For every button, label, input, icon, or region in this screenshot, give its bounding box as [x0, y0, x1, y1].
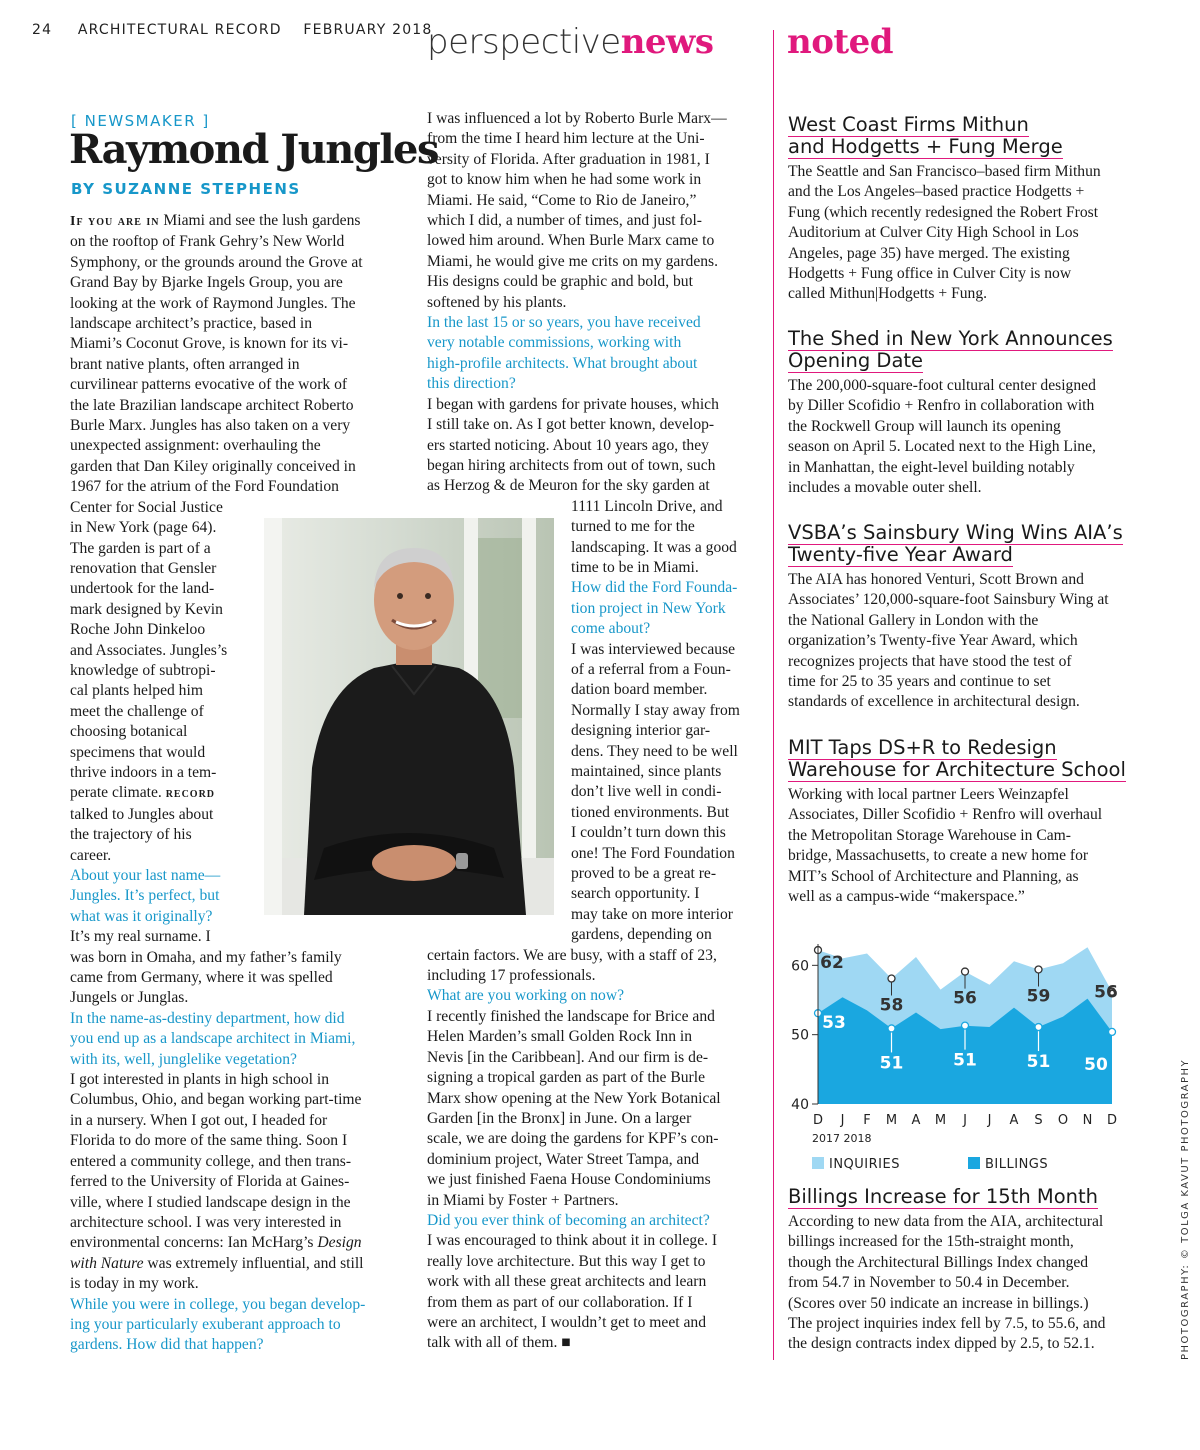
text-line: season on April 5. Located next to the High Line,	[788, 438, 1096, 456]
text-line: Grand Bay by Bjarke Ingels Group, you are	[70, 274, 343, 292]
noted-body	[788, 570, 1140, 713]
question-line: How did the Ford Founda-	[571, 579, 738, 597]
text-line: Jungels or Junglas.	[70, 989, 189, 1007]
headline-text: VSBA’s Sainsbury Wing Wins AIA’s	[788, 521, 1123, 544]
text-line: MIT’s School of Architecture and Planning, as	[788, 867, 1079, 885]
headline-text: Warehouse for Architecture School	[788, 758, 1126, 781]
y-tick-label: 60	[791, 958, 809, 975]
text-line: 1111 Lincoln Drive, and	[571, 497, 723, 515]
text-line: the late Brazilian landscape architect Roberto	[70, 396, 354, 414]
noted-headline	[788, 1186, 1138, 1208]
text-line: tioned environments. But	[571, 803, 730, 821]
noted-body	[788, 376, 1140, 498]
data-label: 51	[879, 1053, 904, 1074]
text-line: Roche John Dinkeloo	[70, 621, 206, 639]
text-line: I was interviewed because	[571, 640, 736, 658]
headline-text: The Shed in New York Announces	[788, 327, 1113, 350]
text-line: bridge, Massachusetts, to create a new home for	[788, 847, 1089, 865]
billings-chart	[782, 940, 1132, 1170]
headline-text: West Coast Firms Mithun	[788, 113, 1029, 136]
text-line: Burle Marx. Jungles has also taken on a very	[70, 417, 351, 435]
x-tick-label: N	[1082, 1113, 1093, 1128]
book-title: with Nature	[70, 1254, 144, 1272]
text-line: renovation that Gensler	[70, 559, 217, 577]
question-line: come about?	[571, 620, 651, 638]
text-line: began hiring architects from out of town, such	[427, 456, 716, 474]
article-title: Raymond Jungles	[69, 126, 439, 173]
text-line: I was encouraged to think about it in college. I	[427, 1232, 718, 1250]
noted-body	[788, 1212, 1140, 1355]
text-line: entered a community college, and then trans-	[70, 1152, 352, 1170]
year-label: 2017 2018	[812, 1132, 872, 1145]
question-line: About your last name—	[70, 867, 221, 884]
text-line: Normally I stay away from	[571, 701, 740, 719]
question-line: gardens. How did that happen?	[70, 1336, 264, 1354]
text-line: curvilinear patterns evocative of the work of	[70, 376, 348, 394]
text-line: dominium project, Water Street Tampa, and	[427, 1150, 700, 1168]
text-line: According to new data from the AIA, architectural	[788, 1213, 1104, 1230]
text-line: by Diller Scofidio + Renfro in collaboration with	[788, 397, 1095, 415]
text-line: Angeles, page 35) have merged. The existing	[788, 244, 1070, 262]
text-block	[70, 232, 410, 497]
text-line: was born in Omaha, and my father’s family	[70, 948, 342, 966]
text-line: lowed him around. When Burle Marx came to	[427, 232, 715, 250]
question-line: very notable commissions, working with	[427, 334, 682, 352]
text-line: Florida to do more of the same thing. Soon I	[70, 1132, 348, 1150]
text-line: Working with local partner Leers Weinzapfel	[788, 786, 1069, 803]
text-line: I recently finished the landscape for Brice and	[427, 1007, 715, 1025]
question-line: What are you working on now?	[427, 987, 625, 1005]
question-line: tion project in New York	[571, 599, 726, 617]
text-line: Miami and see the lush gardens	[163, 212, 361, 229]
text-line: Auditorium at Culver City High School in Los	[788, 224, 1079, 242]
text-line: of a referral from a Foun-	[571, 660, 731, 678]
x-tick-label: J	[963, 1113, 967, 1128]
text-line: in a nursery. When I got out, I headed for	[70, 1111, 328, 1129]
issue-date: FEBRUARY 2018	[303, 22, 433, 38]
text-line: from the time I heard him lecture at the Uni-	[427, 130, 705, 148]
text-line: Miami, he would give me crits on my gardens.	[427, 252, 719, 270]
text-line: turned to me for the	[571, 518, 695, 536]
legend-swatch-billings	[968, 1157, 980, 1169]
text-line: came from Germany, where it was spelled	[70, 969, 333, 987]
text-line: though the Architectural Billings Index changed	[788, 1253, 1089, 1271]
text-line	[70, 1233, 410, 1253]
text-line: don’t live well in condi-	[571, 783, 722, 801]
data-label: 58	[879, 995, 904, 1016]
text-line: as Herzog & de Meuron for the sky garden at	[427, 477, 710, 495]
text-line: specimens that would	[70, 743, 206, 761]
text-line: The project inquiries index fell by 7.5, to 55.6, and	[788, 1315, 1106, 1333]
text-line: time to be in Miami.	[571, 558, 699, 576]
text-line: landscaping. It was a good	[571, 538, 737, 556]
text-line: Garden [in the Bronx] in June. On a larger	[427, 1109, 692, 1127]
headline-text: and Hodgetts + Fung Merge	[788, 135, 1063, 158]
section-title	[427, 22, 713, 62]
text-line: the design contracts index dipped by 2.5, to 52.1.	[788, 1335, 1095, 1353]
noted-body	[788, 785, 1140, 907]
text-line: which I did, a number of times, and just fol-	[427, 212, 702, 230]
x-tick-label: J	[840, 1113, 845, 1128]
text-block-narrow	[427, 497, 767, 946]
headline-line	[788, 759, 1138, 781]
text-line: architecture school. I was very interested in	[70, 1213, 342, 1231]
x-tick-label: S	[1034, 1113, 1043, 1128]
text-span: environmental concerns: Ian McHarg’s	[70, 1234, 314, 1252]
text-line: proved to be a great re-	[571, 865, 717, 883]
text-line: designing interior gar-	[571, 722, 711, 740]
x-tick-label: M	[885, 1113, 898, 1128]
legend-label-inquiries: INQUIRIES	[829, 1157, 900, 1170]
text-line: Columbus, Ohio, and began working part-time	[70, 1091, 362, 1109]
text-line: organization’s Twenty-five Year Award, which	[788, 632, 1078, 650]
data-point-marker	[962, 968, 969, 975]
text-line: certain factors. We are busy, with a staff of 23,	[427, 946, 717, 964]
text-line: in Miami by Foster + Partners.	[427, 1191, 619, 1209]
text-line: the Rockwell Group will launch its opening	[788, 417, 1061, 435]
data-label: 51	[1026, 1052, 1051, 1073]
headline-text: Twenty-five Year Award	[788, 543, 1013, 566]
question-line: Did you ever think of becoming an architect?	[427, 1211, 710, 1229]
question-line: ing your particularly exuberant approach to	[70, 1315, 341, 1333]
text-line: Marx show opening at the New York Botanical	[427, 1089, 721, 1107]
x-tick-label: M	[934, 1113, 947, 1128]
question-line: with its, well, junglelike vegetation?	[70, 1050, 297, 1068]
y-tick-label: 40	[791, 1097, 809, 1113]
text-line: Fung (which recently redesigned the Robert Frost	[788, 203, 1099, 221]
text-line: unexpected assignment: overhauling the	[70, 437, 321, 455]
question-line: high-profile architects. What brought about	[427, 354, 698, 372]
text-line: career.	[70, 846, 112, 864]
text-line: Miami. He said, “Come to Rio de Janeiro,”	[427, 191, 697, 209]
x-tick-label: A	[911, 1113, 921, 1128]
paragraph	[70, 211, 410, 232]
data-label: 53	[822, 1013, 846, 1034]
text-span: was extremely influential, and still	[143, 1254, 364, 1272]
data-label: 56	[1094, 982, 1118, 1003]
data-label: 62	[820, 953, 844, 974]
text-line: the trajectory of his	[70, 826, 192, 844]
text-line: time for 25 to 35 years and continue to set	[788, 673, 1051, 691]
text-line: and the Los Angeles–based practice Hodgetts +	[788, 183, 1085, 201]
text-line: Center for Social Justice	[70, 498, 223, 516]
text-line: signing a tropical garden as part of the Burle	[427, 1069, 705, 1087]
text-line: thrive indoors in a tem-	[70, 763, 217, 781]
text-line: ferred to the University of Florida at Gaines-	[70, 1173, 350, 1191]
noted-body	[788, 162, 1140, 305]
y-tick-label: 50	[791, 1027, 809, 1044]
data-point-marker	[1035, 966, 1042, 973]
text-line: got to know him when he had some work in	[427, 171, 702, 189]
question-line: Jungles. It’s perfect, but	[70, 887, 220, 905]
article-kicker: [ NEWSMAKER ]	[71, 112, 210, 130]
text-line: really love architecture. But this way I get to	[427, 1252, 706, 1270]
headline-text: Opening Date	[788, 349, 924, 372]
text-line: Hodgetts + Fung office in Culver City is now	[788, 265, 1072, 283]
data-point-marker	[1109, 1028, 1116, 1035]
data-label: 51	[953, 1050, 977, 1071]
text-line: Associates, Diller Scofidio + Renfro will overhaul	[788, 806, 1103, 824]
text-line: in Manhattan, the eight-level building notably	[788, 458, 1075, 476]
text-line: versity of Florida. After graduation in 1981, I	[427, 150, 710, 168]
chart-legend	[812, 1157, 1048, 1170]
data-label: 50	[1084, 1054, 1108, 1075]
headline-text: Billings Increase for 15th Month	[788, 1185, 1099, 1208]
text-line: and Associates. Jungles’s	[70, 641, 228, 659]
text-line: landscape architect’s practice, based in	[70, 315, 313, 333]
record-caps: record	[165, 786, 216, 802]
text-line: includes a movable outer shell.	[788, 479, 982, 497]
x-tick-label: F	[863, 1113, 871, 1128]
data-point-marker	[888, 1025, 895, 1032]
lead-in: If you are in	[70, 214, 160, 229]
text-line: one! The Ford Foundation	[571, 844, 735, 862]
text-span: perate climate.	[70, 784, 162, 802]
legend-label-billings: BILLINGS	[985, 1157, 1049, 1170]
text-line: 1967 for the atrium of the Ford Foundation	[70, 478, 339, 496]
text-line: we just finished Faena House Condominiums	[427, 1171, 711, 1189]
text-line: The 200,000-square-foot cultural center designed	[788, 377, 1096, 394]
text-line: Symphony, or the grounds around the Grove at	[70, 253, 363, 271]
x-tick-label: D	[812, 1113, 824, 1128]
running-header	[32, 22, 433, 38]
question-line: In the name-as-destiny department, how did	[70, 1009, 345, 1027]
section-title-light: perspective	[427, 22, 621, 62]
headline-line	[788, 522, 1138, 544]
text-line: I couldn’t turn down this	[571, 824, 726, 842]
text-line: from them as part of our collaboration. If I	[427, 1293, 693, 1311]
text-line: is today in my work.	[70, 1275, 199, 1293]
text-line: I still take on. As I got better known, develop-	[427, 416, 715, 434]
noted-headline	[788, 114, 1138, 158]
headline-line	[788, 737, 1138, 759]
text-line: The Seattle and San Francisco–based firm Mithun	[788, 163, 1101, 180]
section-title-bold: news	[620, 22, 714, 62]
text-line	[70, 1254, 410, 1274]
text-line: The garden is part of a	[70, 539, 211, 557]
text-line: maintained, since plants	[571, 763, 722, 780]
data-label: 59	[1026, 986, 1051, 1007]
text-line: I began with gardens for private houses, which	[427, 395, 719, 413]
text-line: cal plants helped him	[70, 682, 203, 700]
text-line: from 54.7 in November to 50.4 in December.	[788, 1274, 1070, 1292]
text-line: search opportunity. I	[571, 885, 700, 903]
headline-line	[788, 544, 1138, 566]
text-line: gardens, depending on	[571, 926, 712, 944]
text-line: scale, we are doing the gardens for KPF’s con-	[427, 1130, 719, 1148]
text-line: I got interested in plants in high school in	[70, 1071, 329, 1089]
page-number: 24	[32, 22, 53, 38]
noted-headline	[788, 737, 1138, 781]
data-point-marker	[962, 1022, 969, 1029]
text-line: standards of excellence in architectural design.	[788, 693, 1080, 711]
text-line: including 17 professionals.	[427, 967, 596, 985]
headline-text: MIT Taps DS+R to Redesign	[788, 736, 1057, 759]
text-line: were an architect, I wouldn’t get to meet and	[427, 1313, 706, 1331]
text-line: well as a campus-wide “makerspace.”	[788, 888, 1025, 906]
headline-line	[788, 136, 1138, 158]
text-line: dation board member.	[571, 681, 708, 699]
text-line: the National Gallery in London with the	[788, 611, 1039, 629]
column-divider	[773, 30, 774, 1360]
text-line: in New York (page 64).	[70, 519, 217, 537]
publication-name: ARCHITECTURAL RECORD	[77, 22, 282, 38]
text-line: recognizes projects that have stood the test of	[788, 652, 1072, 670]
headline-line	[788, 1186, 1138, 1208]
article-column-2	[427, 109, 767, 1354]
noted-headline	[788, 328, 1138, 372]
legend-swatch-inquiries	[812, 1157, 824, 1169]
x-tick-label: J	[987, 1113, 992, 1128]
text-line: brant native plants, often arranged in	[70, 355, 300, 373]
text-line: Nevis [in the Caribbean]. And our firm is de-	[427, 1048, 709, 1066]
text-line: Helen Marden’s small Golden Rock Inn in	[427, 1028, 693, 1046]
text-line: Associates’ 120,000-square-foot Sainsbury Wing at	[788, 591, 1109, 609]
question-line: you end up as a landscape architect in Miami,	[70, 1030, 356, 1048]
text-line: may take on more interior	[571, 905, 733, 923]
text-line: ers started noticing. About 10 years ago, they	[427, 436, 709, 454]
text-line: It’s my real surname. I	[70, 928, 211, 946]
text-line: choosing botanical	[70, 723, 188, 741]
headline-line	[788, 328, 1138, 350]
text-line: looking at the work of Raymond Jungles. The	[70, 294, 356, 312]
question-line: this direction?	[427, 375, 516, 393]
text-line: mark designed by Kevin	[70, 600, 223, 618]
text-line: dens. They need to be well	[571, 742, 738, 760]
noted-headline	[788, 522, 1138, 566]
data-label: 56	[953, 988, 977, 1009]
text-line: billings increased for the 15th-straight month,	[788, 1233, 1074, 1251]
text-line: (Scores over 50 indicate an increase in billings.)	[788, 1294, 1089, 1312]
text-line: the Metropolitan Storage Warehouse in Cam-	[788, 826, 1071, 844]
text-line: on the rooftop of Frank Gehry’s New World	[70, 233, 345, 251]
question-line: While you were in college, you began develop-	[70, 1295, 366, 1313]
text-line: I was influenced a lot by Roberto Burle Marx—	[427, 110, 727, 127]
headline-line	[788, 350, 1138, 372]
text-line: talked to Jungles about	[70, 805, 214, 823]
text-line: ville, where I studied landscape design in the	[70, 1193, 351, 1211]
text-line: knowledge of subtropi-	[70, 661, 216, 679]
photo-credit: PHOTOGRAPHY: © TOLGA KAVUT PHOTOGRAPHY	[1180, 1058, 1191, 1360]
headline-line	[788, 114, 1138, 136]
noted-title: noted	[787, 22, 894, 62]
book-title: Design	[317, 1234, 362, 1252]
question-line: In the last 15 or so years, you have received	[427, 314, 701, 332]
text-line: meet the challenge of	[70, 702, 204, 720]
x-tick-label: O	[1057, 1113, 1069, 1128]
text-line: His designs could be graphic and bold, but	[427, 273, 693, 291]
question-line: what was it originally?	[70, 907, 213, 925]
x-tick-label: D	[1106, 1113, 1118, 1128]
text-line: softened by his plants.	[427, 293, 567, 311]
x-tick-label: A	[1009, 1113, 1019, 1128]
article-byline: BY SUZANNE STEPHENS	[71, 180, 301, 198]
text-line: called Mithun|Hodgetts + Fung.	[788, 285, 988, 303]
data-point-marker	[1035, 1024, 1042, 1031]
text-line: work with all these great architects and learn	[427, 1273, 707, 1291]
text-line: The AIA has honored Venturi, Scott Brown and	[788, 571, 1084, 588]
text-line: garden that Dan Kiley originally conceived in	[70, 457, 356, 475]
text-line: Miami’s Coconut Grove, is known for its vi-	[70, 335, 349, 353]
data-point-marker	[888, 975, 895, 982]
text-line: undertook for the land-	[70, 580, 215, 598]
text-line: talk with all of them. ■	[427, 1334, 571, 1352]
